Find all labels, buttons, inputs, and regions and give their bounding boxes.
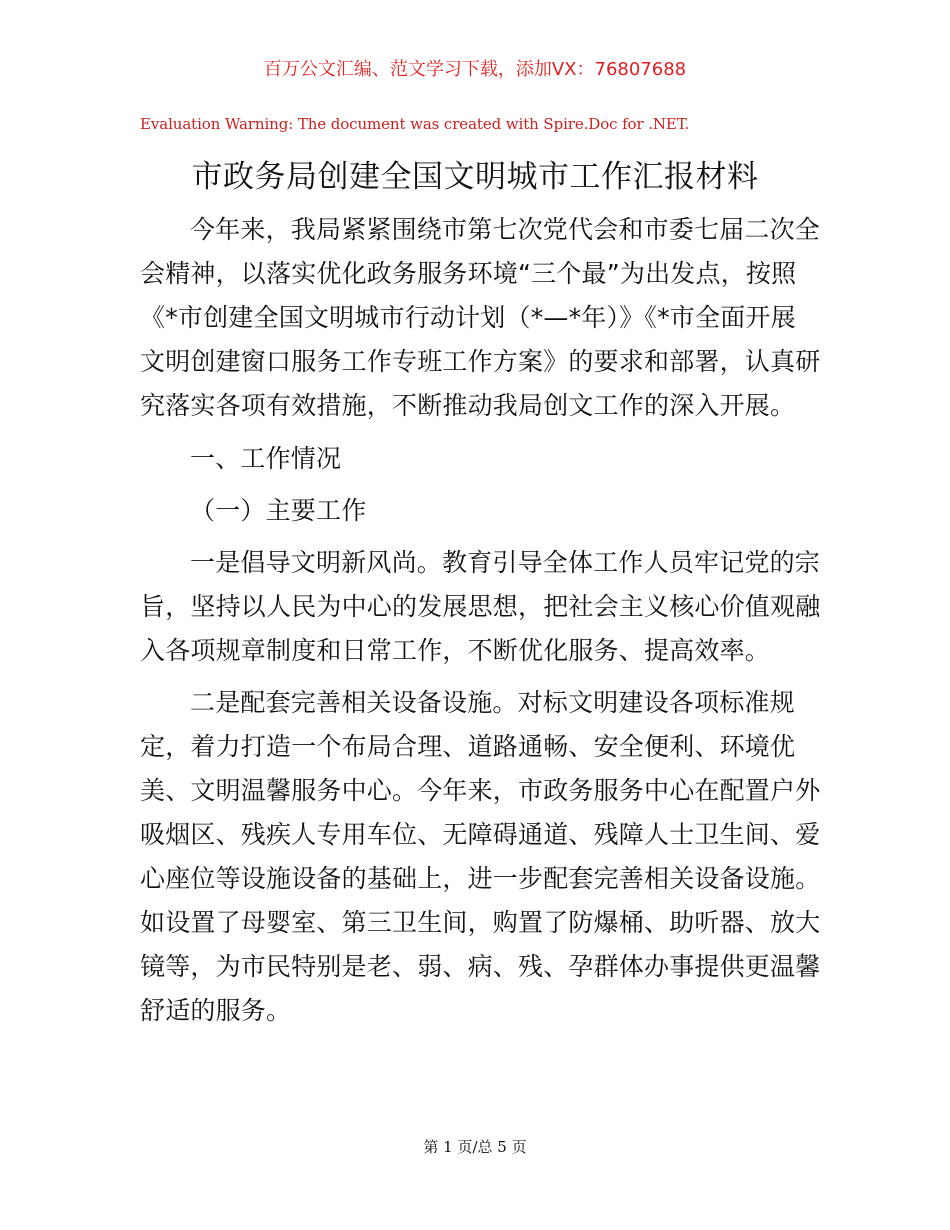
document-title: 市政务局创建全国文明城市工作汇报材料 bbox=[191, 159, 759, 195]
page-number-footer: 第 1 页/总 5 页 bbox=[423, 1138, 527, 1156]
paragraph-line: 吸烟区、残疾人专用车位、无障碍通道、残障人士卫生间、爱 bbox=[140, 820, 821, 849]
paragraph-line: 旨，坚持以人民为中心的发展思想，把社会主义核心价值观融 bbox=[140, 592, 821, 621]
paragraph-line: 今年来，我局紧紧围绕市第七次党代会和市委七届二次全 bbox=[190, 215, 821, 244]
paragraph-line: 会精神，以落实优化政务服务环境“三个最”为出发点，按照 bbox=[140, 259, 797, 288]
paragraph-line: 《*市创建全国文明城市行动计划（*—*年）》《*市全面开展 bbox=[140, 303, 796, 332]
paragraph-line: 入各项规章制度和日常工作，不断优化服务、提高效率。 bbox=[140, 636, 771, 665]
subsection-heading: （一）主要工作 bbox=[190, 496, 367, 525]
section-heading: 一、工作情况 bbox=[190, 444, 342, 473]
paragraph-line: 美、文明温馨服务中心。今年来，市政务服务中心在配置户外 bbox=[140, 776, 821, 805]
promo-header: 百万公文汇编、范文学习下载，添加VX：76807688 bbox=[263, 59, 687, 80]
evaluation-warning: Evaluation Warning: The document was created with Spire.Doc for .NET. bbox=[140, 115, 690, 133]
paragraph-line: 文明创建窗口服务工作专班工作方案》的要求和部署，认真研 bbox=[140, 347, 821, 376]
paragraph-line: 究落实各项有效措施，不断推动我局创文工作的深入开展。 bbox=[140, 391, 796, 420]
paragraph-line: 一是倡导文明新风尚。教育引导全体工作人员牢记党的宗 bbox=[190, 548, 821, 577]
paragraph-line: 心座位等设施设备的基础上，进一步配套完善相关设备设施。 bbox=[140, 864, 821, 893]
paragraph-line: 如设置了母婴室、第三卫生间，购置了防爆桶、助听器、放大 bbox=[140, 908, 821, 937]
paragraph-line: 舒适的服务。 bbox=[140, 996, 292, 1025]
paragraph-line: 镜等，为市民特别是老、弱、病、残、孕群体办事提供更温馨 bbox=[140, 952, 821, 981]
paragraph-line: 二是配套完善相关设备设施。对标文明建设各项标准规 bbox=[190, 688, 795, 717]
paragraph-line: 定，着力打造一个布局合理、道路通畅、安全便利、环境优 bbox=[140, 732, 796, 761]
